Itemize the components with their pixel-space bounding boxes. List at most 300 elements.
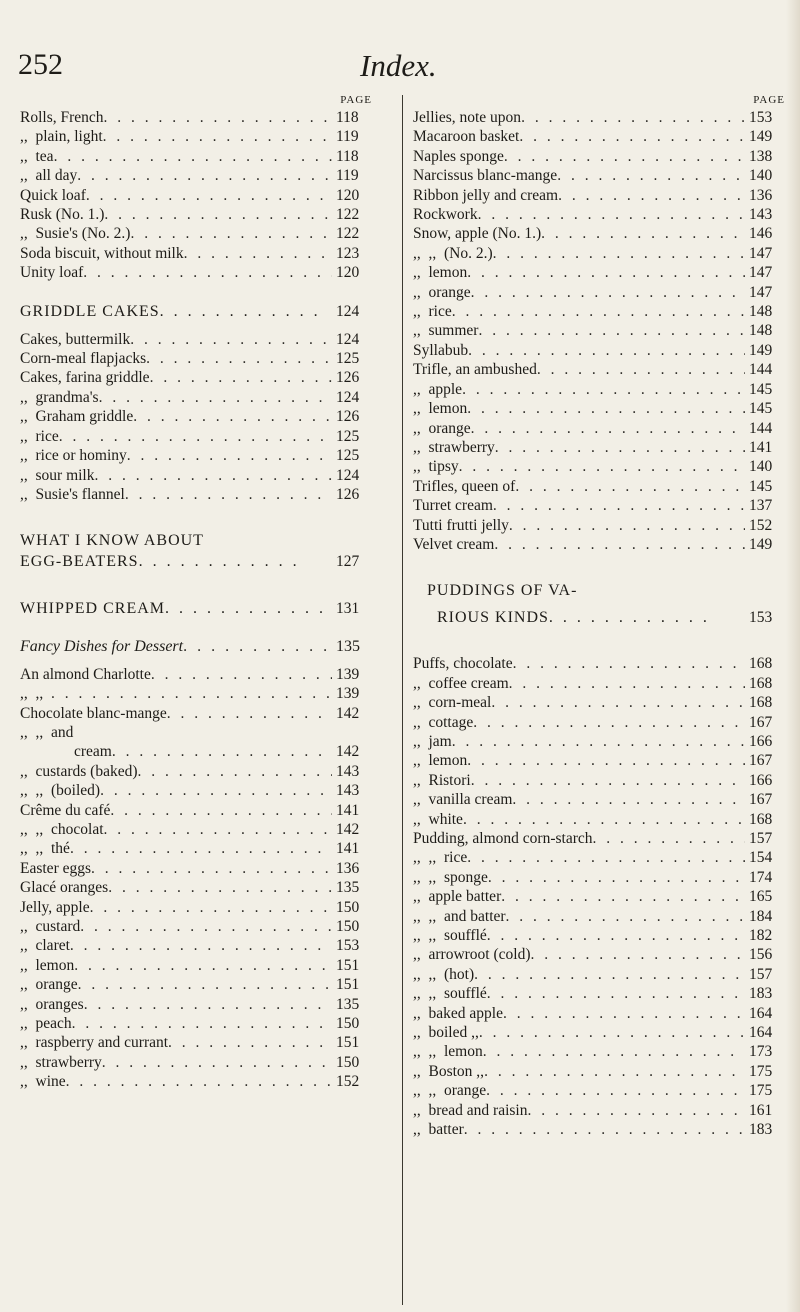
leader-dots — [491, 693, 745, 712]
entry-text: ,, ,, (hot) — [413, 965, 474, 984]
page-ref: 168 — [749, 674, 773, 692]
entry-text: Rolls, French — [20, 109, 104, 126]
page-ref: 126 — [336, 369, 360, 387]
page-ref: 118 — [336, 109, 359, 126]
page-ref: 156 — [749, 946, 773, 964]
section-title-line1: PUDDINGS OF VA- — [427, 582, 578, 600]
page-ref: 183 — [749, 1121, 773, 1139]
index-entry — [413, 984, 785, 1003]
page-edge-shade — [786, 0, 800, 1312]
entry-text: ,, grandma's — [20, 388, 99, 407]
leader-dots — [100, 781, 332, 800]
page-ref: 175 — [749, 1062, 773, 1080]
index-entry — [413, 224, 785, 243]
entry-text: ,, baked apple — [413, 1004, 503, 1023]
page-ref: 139 — [336, 685, 360, 703]
entry-text: Cakes, farina griddle — [20, 369, 150, 387]
leader-dots — [468, 341, 745, 360]
leader-dots — [478, 321, 745, 340]
page-ref: 136 — [336, 859, 360, 877]
entry-text: ,, ,, lemon — [413, 1042, 483, 1061]
entry-text: ,, ,, and — [20, 723, 73, 742]
leader-dots — [504, 147, 745, 166]
index-entry — [20, 859, 372, 878]
leader-dots — [83, 263, 332, 282]
index-entry — [20, 407, 372, 426]
page-ref: 145 — [749, 380, 773, 398]
leader-dots — [486, 1081, 745, 1100]
entry-text: Trifle, an ambushed — [413, 361, 537, 379]
leader-dots — [108, 878, 332, 897]
page-ref: 153 — [749, 609, 773, 627]
index-entry — [413, 713, 785, 732]
entry-text: Chocolate blanc-mange — [20, 704, 167, 722]
index-entry — [413, 127, 785, 146]
index-entry — [20, 244, 372, 263]
leader-dots — [487, 984, 745, 1003]
page-ref: 151 — [336, 976, 360, 994]
index-entry — [413, 907, 785, 926]
entry-text: ,, vanilla cream — [413, 790, 512, 809]
leader-dots — [557, 166, 745, 185]
leader-dots — [104, 820, 332, 839]
index-group-jellies — [413, 108, 785, 554]
section-title-line1: WHAT I KNOW ABOUT — [20, 532, 204, 550]
section-puddings — [413, 580, 785, 628]
index-entry — [413, 496, 785, 515]
index-entry — [20, 388, 372, 407]
running-head: Index. — [360, 48, 437, 83]
page-ref: 124 — [336, 388, 360, 406]
index-entry — [20, 1014, 372, 1033]
leader-dots — [478, 205, 745, 224]
entry-text: Velvet cream — [413, 535, 495, 553]
leader-dots — [467, 399, 745, 418]
page-ref: 157 — [749, 965, 773, 983]
index-entry — [413, 829, 785, 848]
index-entry — [20, 205, 372, 224]
page-ref: 140 — [749, 167, 773, 185]
leader-dots — [138, 762, 333, 781]
page-ref: 141 — [336, 801, 360, 819]
leader-dots — [70, 936, 332, 955]
leader-dots — [86, 186, 332, 205]
leader-dots — [541, 224, 745, 243]
entry-text: ,, raspberry and currant — [20, 1033, 168, 1052]
entry-text: Unity loaf — [20, 264, 84, 282]
leader-dots — [593, 829, 745, 848]
page-label: PAGE — [753, 94, 785, 106]
page-ref: 145 — [749, 477, 773, 495]
leader-dots — [84, 995, 332, 1014]
entry-text: ,, lemon — [413, 751, 467, 770]
page-ref: 141 — [336, 840, 360, 858]
index-group-puddings — [413, 654, 785, 1139]
page-ref: 164 — [749, 1004, 773, 1022]
index-entry — [20, 1072, 372, 1091]
index-entry — [413, 926, 785, 945]
leader-dots — [503, 1004, 745, 1023]
leader-dots — [495, 438, 745, 457]
leader-dots — [91, 859, 332, 878]
entry-text: Naples sponge — [413, 147, 504, 165]
index-entry — [413, 186, 785, 205]
entry-text: ,, ,, rice — [413, 848, 467, 867]
page-ref: 144 — [749, 419, 773, 437]
index-entry — [413, 945, 785, 964]
page-ref: 143 — [749, 206, 773, 224]
section-title-line2: RIOUS KINDS — [437, 609, 549, 627]
entry-text: ,, ,, (No. 2.) — [413, 244, 493, 263]
entry-text: ,, orange — [413, 283, 471, 302]
page-label: PAGE — [340, 94, 372, 106]
index-entry — [20, 781, 372, 800]
entry-text: ,, ,, orange — [413, 1081, 486, 1100]
page-ref: 183 — [749, 985, 773, 1003]
page-ref: 150 — [336, 1053, 360, 1071]
index-entry — [20, 820, 372, 839]
leader-dots — [130, 330, 332, 349]
index-entry — [413, 205, 785, 224]
index-entry — [20, 108, 372, 127]
index-entry — [20, 995, 372, 1014]
leader-dots — [99, 388, 332, 407]
leader-dots — [558, 186, 745, 205]
index-entry — [20, 166, 372, 185]
page-ref: 168 — [749, 694, 773, 712]
page-ref: 149 — [749, 341, 773, 359]
leader-dots — [488, 868, 745, 887]
entry-text: ,, claret — [20, 936, 70, 955]
entry-text: ,, tipsy — [413, 457, 459, 476]
index-entry — [413, 693, 785, 712]
entry-text: Turret cream — [413, 497, 493, 515]
entry-text: Glacé oranges — [20, 879, 109, 897]
entry-text: ,, summer — [413, 321, 478, 340]
index-entry — [413, 438, 785, 457]
entry-text: ,, plain, light — [20, 127, 103, 146]
leader-dots — [130, 224, 332, 243]
leader-dots — [125, 485, 332, 504]
page-ref: 148 — [749, 303, 773, 321]
entry-text: ,, coffee cream — [413, 674, 509, 693]
entry-text: Soda biscuit, without milk — [20, 244, 184, 262]
page-ref: 126 — [336, 485, 360, 503]
leader-dots — [90, 898, 332, 917]
index-entry — [413, 263, 785, 282]
section-whipped-cream — [20, 598, 372, 619]
index-entry — [20, 127, 372, 146]
page-ref: 152 — [336, 1073, 360, 1091]
index-entry — [413, 283, 785, 302]
leader-dots — [59, 427, 332, 446]
page-ref: 149 — [749, 128, 773, 146]
index-group-dessert — [20, 665, 372, 1092]
index-entry — [20, 427, 372, 446]
entry-text: Macaroon basket — [413, 128, 520, 146]
entry-text: Corn-meal flapjacks — [20, 350, 147, 368]
page-ref: 150 — [336, 918, 360, 935]
leader-dots — [151, 665, 332, 684]
index-entry — [20, 665, 372, 684]
index-entry — [20, 801, 372, 820]
page-ref: 140 — [749, 458, 773, 476]
entry-text: ,, ,, thé — [20, 839, 70, 858]
page-ref: 141 — [749, 438, 773, 456]
entry-text: Ribbon jelly and cream — [413, 186, 559, 204]
entry-text: ,, arrowroot (cold) — [413, 945, 531, 964]
page-ref: 145 — [749, 400, 773, 418]
leader-dots — [474, 965, 745, 984]
index-entry — [20, 975, 372, 994]
leader-dots — [104, 205, 332, 224]
index-entry — [413, 674, 785, 693]
page-ref: 146 — [749, 225, 773, 243]
index-entry — [20, 839, 372, 858]
page-ref: 165 — [749, 888, 773, 906]
index-entry — [413, 108, 785, 127]
leader-dots — [74, 956, 332, 975]
page-ref: 167 — [749, 791, 773, 809]
leader-dots — [471, 419, 745, 438]
leader-dots — [95, 466, 333, 485]
page-ref: 147 — [749, 264, 773, 282]
entry-text: ,, tea — [20, 147, 54, 166]
leader-dots — [452, 732, 745, 751]
leader-dots — [483, 1042, 745, 1061]
index-entry — [20, 723, 372, 742]
page-ref: 142 — [336, 820, 360, 838]
index-entry — [20, 147, 372, 166]
entry-text: ,, apple — [413, 380, 462, 399]
index-entry — [413, 965, 785, 984]
page-ref: 150 — [336, 898, 360, 916]
index-entry — [413, 166, 785, 185]
leader-dots — [77, 166, 332, 185]
entry-text: ,, custards (baked) — [20, 762, 138, 781]
leader-dots — [493, 244, 745, 263]
page-ref: 126 — [336, 408, 360, 426]
leader-dots — [459, 457, 745, 476]
index-entry — [413, 477, 785, 496]
leader-dots — [72, 1014, 332, 1033]
entry-text: ,, batter — [413, 1120, 464, 1139]
page-ref: 151 — [336, 956, 360, 974]
leader-dots — [168, 1033, 332, 1052]
page-ref: 124 — [336, 466, 360, 484]
leader-dots — [487, 926, 745, 945]
leader-dots — [513, 654, 745, 673]
index-entry — [20, 330, 372, 349]
page-ref: 123 — [336, 244, 360, 262]
entry-text: ,, corn-meal — [413, 693, 491, 712]
index-entry — [413, 380, 785, 399]
entry-text: cream — [74, 743, 112, 761]
entry-text: ,, ,, soufflé — [413, 926, 487, 945]
index-group-griddle — [20, 330, 372, 505]
page-ref: 139 — [336, 665, 360, 683]
section-title: WHIPPED CREAM — [20, 600, 166, 618]
leader-dots — [506, 907, 745, 926]
index-entry — [20, 956, 372, 975]
right-column — [413, 92, 785, 1140]
index-entry — [413, 399, 785, 418]
leader-dots — [501, 887, 745, 906]
page-ref: 125 — [336, 447, 360, 465]
entry-text: ,, Susie's (No. 2.) — [20, 224, 130, 243]
entry-text: ,, white — [413, 810, 463, 829]
leader-dots — [464, 1120, 745, 1139]
index-entry — [413, 887, 785, 906]
leader-dots — [519, 127, 745, 146]
page-ref: 166 — [749, 732, 773, 750]
leader-dots — [528, 1101, 746, 1120]
page-ref: 143 — [336, 782, 360, 800]
page-ref: 122 — [336, 206, 360, 224]
leader-dots — [463, 810, 745, 829]
entry-text: ,, bread and raisin — [413, 1101, 528, 1120]
entry-text: ,, cottage — [413, 713, 473, 732]
index-entry — [20, 898, 372, 917]
page-ref: 174 — [749, 868, 773, 886]
index-entry — [413, 419, 785, 438]
page-ref: 122 — [336, 225, 360, 243]
page-ref: 118 — [336, 147, 359, 165]
entry-text: ,, strawberry — [413, 438, 495, 457]
page-ref: 175 — [749, 1082, 773, 1100]
index-entry — [20, 224, 372, 243]
page-ref: 125 — [336, 350, 360, 368]
leader-dots — [473, 713, 745, 732]
leader-dots — [467, 848, 745, 867]
index-entry — [20, 762, 372, 781]
entry-text: ,, jam — [413, 732, 452, 751]
entry-text: Tutti frutti jelly — [413, 516, 509, 534]
leader-dots — [150, 368, 332, 387]
page-ref: 136 — [749, 186, 773, 204]
entry-text: ,, orange — [20, 975, 78, 994]
entry-text: Jellies, note upon — [413, 109, 522, 126]
entry-text: An almond Charlotte — [20, 665, 151, 683]
leader-dots — [51, 684, 332, 703]
page-ref: 131 — [336, 600, 360, 618]
index-entry — [413, 360, 785, 379]
page-ref: 150 — [336, 1015, 360, 1033]
entry-text: ,, strawberry — [20, 1053, 102, 1072]
entry-text: ,, Boston ,, — [413, 1062, 484, 1081]
entry-text: ,, ,, sponge — [413, 868, 488, 887]
page-ref: 135 — [336, 879, 360, 897]
index-entry — [413, 1004, 785, 1023]
index-entry — [413, 771, 785, 790]
entry-text: Cakes, buttermilk — [20, 330, 131, 348]
index-entry — [413, 302, 785, 321]
entry-text: ,, lemon — [413, 263, 467, 282]
index-entry — [413, 1023, 785, 1042]
entry-text: ,, ,, soufflé — [413, 984, 487, 1003]
page-ref: 142 — [336, 743, 360, 761]
entry-text: ,, Susie's flannel — [20, 485, 125, 504]
page-ref: 124 — [336, 330, 360, 348]
entry-text: Trifles, queen of — [413, 477, 516, 495]
entry-text — [20, 684, 51, 703]
page-ref: 120 — [336, 264, 360, 282]
page-ref: 153 — [336, 937, 360, 955]
leader-dots — [471, 771, 745, 790]
page-ref: 161 — [749, 1101, 773, 1119]
entry-text: ,, Graham griddle — [20, 407, 133, 426]
entry-text: ,, Ristori — [413, 771, 471, 790]
leader-dots — [167, 704, 332, 723]
section-title: GRIDDLE CAKES — [20, 302, 160, 320]
index-entry — [20, 466, 372, 485]
leader-dots — [521, 108, 745, 127]
index-entry — [20, 1053, 372, 1072]
page-ref: 149 — [749, 535, 773, 553]
entry-text: ,, oranges — [20, 995, 84, 1014]
entry-text: ,, peach — [20, 1014, 72, 1033]
page-ref: 152 — [749, 516, 773, 534]
index-entry — [413, 751, 785, 770]
page-ref: 119 — [336, 167, 359, 185]
leader-dots — [103, 127, 332, 146]
index-entry — [413, 244, 785, 263]
entry-text: ,, lemon — [413, 399, 467, 418]
entry-text: Puffs, chocolate — [413, 655, 513, 673]
leader-dots — [462, 380, 745, 399]
index-entry — [20, 878, 372, 897]
page-ref: 135 — [336, 638, 360, 656]
entry-text: ,, rice or hominy — [20, 446, 127, 465]
leader-dots — [509, 674, 745, 693]
index-entry — [20, 368, 372, 387]
entry-text: Pudding, almond corn-starch — [413, 830, 593, 847]
index-entry — [413, 457, 785, 476]
entry-text: ,, wine — [20, 1072, 66, 1091]
left-column — [20, 92, 372, 1092]
leader-dots — [80, 917, 332, 936]
entry-text: ,, ,, and batter — [413, 907, 506, 926]
entry-text: ,, custard — [20, 917, 80, 936]
entry-text: Jelly, apple — [20, 898, 90, 916]
leader-dots — [471, 283, 745, 302]
page-ref: 148 — [749, 322, 773, 340]
leader-dots — [78, 975, 332, 994]
index-entry — [20, 684, 372, 703]
index-entry — [20, 936, 372, 955]
leader-dots — [184, 244, 332, 263]
index-entry — [413, 848, 785, 867]
page-ref: 151 — [336, 1034, 360, 1052]
page-ref: 167 — [749, 752, 773, 770]
entry-text: ,, sour milk — [20, 466, 95, 485]
index-entry — [413, 1120, 785, 1139]
entry-text: ,, rice — [413, 302, 452, 321]
page-ref: 143 — [336, 762, 360, 780]
index-entry — [20, 917, 372, 936]
entry-text: Easter eggs — [20, 859, 92, 877]
index-entry — [413, 810, 785, 829]
index-entry — [20, 485, 372, 504]
entry-text: ,, apple batter — [413, 887, 501, 906]
leader-dots — [484, 1062, 745, 1081]
page-ref: 173 — [749, 1043, 773, 1061]
page-ref: 184 — [749, 907, 773, 925]
index-entry — [413, 321, 785, 340]
entry-text: ,, all day — [20, 166, 77, 185]
index-entry — [20, 742, 372, 761]
entry-text: Narcissus blanc-mange — [413, 167, 558, 185]
